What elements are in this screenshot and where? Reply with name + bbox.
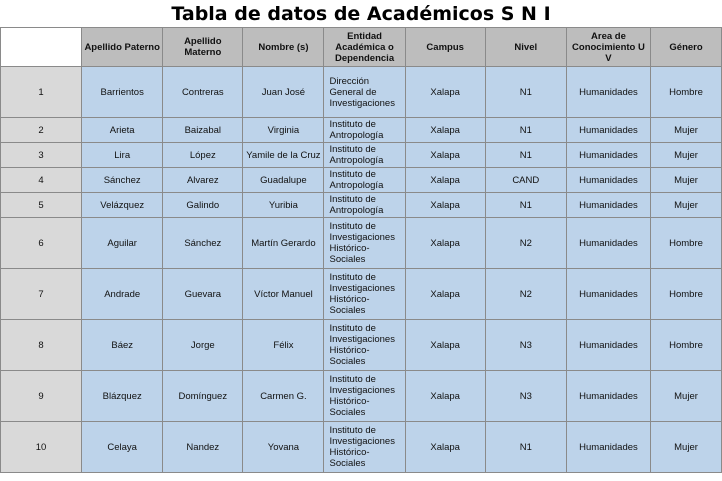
cell-apellido-paterno[interactable]: Velázquez	[82, 193, 163, 218]
cell-entidad[interactable]: Instituto de Antropología	[324, 193, 405, 218]
table-row	[1, 320, 722, 371]
cell-apellido-paterno[interactable]: Lira	[82, 143, 163, 168]
cell-area[interactable]: Humanidades	[566, 320, 650, 371]
cell-campus[interactable]: Xalapa	[405, 193, 485, 218]
cell-area[interactable]: Humanidades	[566, 193, 650, 218]
cell-nivel[interactable]: N1	[485, 193, 566, 218]
cell-area[interactable]: Humanidades	[566, 371, 650, 422]
cell-apellido-materno[interactable]: Galindo	[163, 193, 243, 218]
header-apellido-paterno[interactable]: Apellido Paterno	[82, 28, 163, 67]
cell-genero[interactable]: Hombre	[651, 269, 722, 320]
cell-genero[interactable]: Mujer	[651, 422, 722, 473]
page-title: Tabla de datos de Académicos S N I	[0, 0, 722, 27]
header-row	[1, 28, 722, 67]
cell-num[interactable]: 10	[1, 422, 82, 473]
cell-nombre[interactable]: Guadalupe	[243, 168, 324, 193]
cell-area[interactable]: Humanidades	[566, 218, 650, 269]
table-row	[1, 67, 722, 118]
header-area[interactable]: Area de Conocimiento U V	[566, 28, 650, 67]
cell-apellido-paterno[interactable]: Sánchez	[82, 168, 163, 193]
table-row	[1, 218, 722, 269]
header-entidad[interactable]: Entidad Académica o Dependencia	[324, 28, 405, 67]
cell-nivel[interactable]: N1	[485, 422, 566, 473]
cell-nombre[interactable]: Víctor Manuel	[243, 269, 324, 320]
cell-area[interactable]: Humanidades	[566, 67, 650, 118]
cell-num[interactable]: 3	[1, 143, 82, 168]
cell-apellido-materno[interactable]: Baizabal	[163, 118, 243, 143]
cell-campus[interactable]: Xalapa	[405, 168, 485, 193]
header-nivel[interactable]: Nivel	[485, 28, 566, 67]
table-row	[1, 193, 722, 218]
header-num[interactable]	[1, 28, 82, 67]
cell-num[interactable]: 8	[1, 320, 82, 371]
cell-genero[interactable]: Mujer	[651, 118, 722, 143]
cell-entidad[interactable]: Instituto de Investigaciones Histórico-Sociales	[324, 320, 405, 371]
cell-num[interactable]: 7	[1, 269, 82, 320]
cell-apellido-materno[interactable]: Nandez	[163, 422, 243, 473]
cell-campus[interactable]: Xalapa	[405, 143, 485, 168]
table-row	[1, 143, 722, 168]
cell-num[interactable]: 6	[1, 218, 82, 269]
cell-entidad[interactable]: Instituto de Investigaciones Histórico-Sociales	[324, 218, 405, 269]
cell-apellido-paterno[interactable]: Arieta	[82, 118, 163, 143]
cell-nombre[interactable]: Juan José	[243, 67, 324, 118]
cell-num[interactable]: 4	[1, 168, 82, 193]
table-row	[1, 269, 722, 320]
cell-campus[interactable]: Xalapa	[405, 320, 485, 371]
cell-entidad[interactable]: Instituto de Investigaciones Histórico-Sociales	[324, 422, 405, 473]
cell-apellido-materno[interactable]: Jorge	[163, 320, 243, 371]
cell-area[interactable]: Humanidades	[566, 269, 650, 320]
cell-entidad[interactable]: Dirección General de Investigaciones	[324, 67, 405, 118]
cell-nombre[interactable]: Carmen G.	[243, 371, 324, 422]
cell-entidad[interactable]: Instituto de Investigaciones Histórico-Sociales	[324, 371, 405, 422]
header-campus[interactable]: Campus	[405, 28, 485, 67]
cell-nombre[interactable]: Martín Gerardo	[243, 218, 324, 269]
cell-num[interactable]: 5	[1, 193, 82, 218]
cell-nivel[interactable]: N1	[485, 118, 566, 143]
cell-area[interactable]: Humanidades	[566, 168, 650, 193]
cell-nombre[interactable]: Yovana	[243, 422, 324, 473]
cell-apellido-materno[interactable]: Domínguez	[163, 371, 243, 422]
cell-nombre[interactable]: Virginia	[243, 118, 324, 143]
cell-num[interactable]: 2	[1, 118, 82, 143]
cell-campus[interactable]: Xalapa	[405, 118, 485, 143]
cell-genero[interactable]: Hombre	[651, 67, 722, 118]
cell-nivel[interactable]: N3	[485, 371, 566, 422]
cell-campus[interactable]: Xalapa	[405, 218, 485, 269]
cell-genero[interactable]: Mujer	[651, 371, 722, 422]
cell-apellido-paterno[interactable]: Báez	[82, 320, 163, 371]
cell-area[interactable]: Humanidades	[566, 118, 650, 143]
cell-campus[interactable]: Xalapa	[405, 269, 485, 320]
cell-campus[interactable]: Xalapa	[405, 422, 485, 473]
cell-nombre[interactable]: Yuribia	[243, 193, 324, 218]
cell-genero[interactable]: Hombre	[651, 320, 722, 371]
cell-apellido-materno[interactable]: Alvarez	[163, 168, 243, 193]
cell-genero[interactable]: Mujer	[651, 168, 722, 193]
cell-area[interactable]: Humanidades	[566, 143, 650, 168]
cell-nivel[interactable]: CAND	[485, 168, 566, 193]
cell-entidad[interactable]: Instituto de Antropología	[324, 143, 405, 168]
header-genero[interactable]: Género	[651, 28, 722, 67]
cell-nivel[interactable]: N1	[485, 143, 566, 168]
cell-apellido-materno[interactable]: Guevara	[163, 269, 243, 320]
cell-apellido-paterno[interactable]: Blázquez	[82, 371, 163, 422]
academics-table	[0, 27, 722, 473]
cell-apellido-paterno[interactable]: Barrientos	[82, 67, 163, 118]
cell-apellido-materno[interactable]: Sánchez	[163, 218, 243, 269]
table-row	[1, 422, 722, 473]
cell-num[interactable]: 9	[1, 371, 82, 422]
cell-nivel[interactable]: N2	[485, 218, 566, 269]
cell-genero[interactable]: Mujer	[651, 143, 722, 168]
table-row	[1, 371, 722, 422]
table-row	[1, 118, 722, 143]
cell-apellido-paterno[interactable]: Celaya	[82, 422, 163, 473]
cell-num[interactable]: 1	[1, 67, 82, 118]
cell-nivel[interactable]: N3	[485, 320, 566, 371]
cell-campus[interactable]: Xalapa	[405, 67, 485, 118]
cell-apellido-paterno[interactable]: Andrade	[82, 269, 163, 320]
cell-entidad[interactable]: Instituto de Investigaciones Histórico-Sociales	[324, 269, 405, 320]
cell-nivel[interactable]: N2	[485, 269, 566, 320]
cell-entidad[interactable]: Instituto de Antropología	[324, 118, 405, 143]
cell-nivel[interactable]: N1	[485, 67, 566, 118]
cell-campus[interactable]: Xalapa	[405, 371, 485, 422]
cell-area[interactable]: Humanidades	[566, 422, 650, 473]
cell-entidad[interactable]: Instituto de Antropología	[324, 168, 405, 193]
header-nombre[interactable]: Nombre (s)	[243, 28, 324, 67]
cell-genero[interactable]: Mujer	[651, 193, 722, 218]
cell-nombre[interactable]: Félix	[243, 320, 324, 371]
cell-nombre[interactable]: Yamile de la Cruz	[243, 143, 324, 168]
cell-apellido-materno[interactable]: Contreras	[163, 67, 243, 118]
header-apellido-materno[interactable]: Apellido Materno	[163, 28, 243, 67]
cell-apellido-paterno[interactable]: Aguilar	[82, 218, 163, 269]
cell-apellido-materno[interactable]: López	[163, 143, 243, 168]
cell-genero[interactable]: Hombre	[651, 218, 722, 269]
table-row	[1, 168, 722, 193]
